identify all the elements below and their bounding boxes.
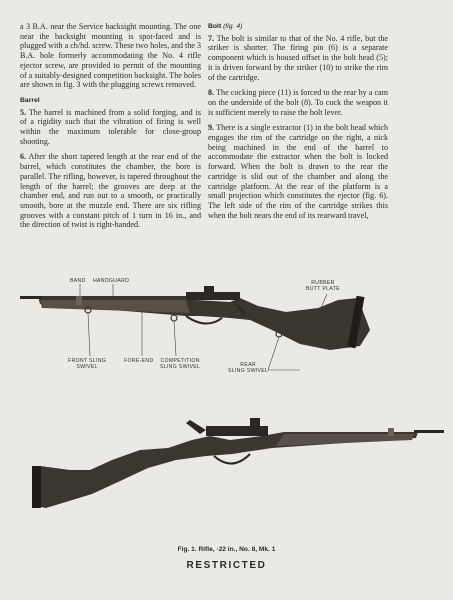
figure-caption: Fig. 1. Rifle, ·22 in., No. 8, Mk. 1 xyxy=(177,546,276,553)
paragraph-7-text: The bolt is similar to that of the No. 4 rifle, but the striker is shorter. The firing pin (6) is a separate component which is housed offset in the bolt head (5); it is driven forward by the striker (10) to strike the rim of the cartridge. xyxy=(208,33,388,82)
paragraph-8-text: The cocking piece (11) is forced to the rear by a cam on the underside of the bolt (8). To cock the weapon it is sufficient merely to raise the bolt lever. xyxy=(208,88,388,117)
bolt-figure-ref: (fig. 4) xyxy=(223,23,243,30)
paragraph-5-number: 5. xyxy=(20,107,27,117)
label-competition-sling-swivel: COMPETITION SLING SWIVEL xyxy=(160,358,201,371)
upper-rifle-image xyxy=(20,286,370,350)
label-front-sling-swivel: FRONT SLING SWIVEL xyxy=(68,358,107,371)
lower-rifle-image xyxy=(32,418,444,508)
label-rear-sling-swivel: REAR SLING SWIVEL xyxy=(228,362,269,375)
label-fore-end: FORE-END xyxy=(124,358,154,364)
intro-paragraph: a 3 B.A. near the Service backsight mounting. The one near the backsight mounting is spot-faced and is plugged with a ch/hd. screw. These two holes, and the 3 B.A. hole formerly accommodating the No. 4 rifle ejector screw, are provided to permit of the mounting of a suitably-designed competition backsight. The holes are shown in fig. 3 with the plugging screws removed. xyxy=(20,22,201,90)
paragraph-5-text: The barrel is machined from a solid forging, and is of a rigidity such that the vibration of firing is well within the maximum tolerable for close-group shooting. xyxy=(20,107,201,146)
barrel-heading: Barrel xyxy=(20,96,40,104)
paragraph-8-number: 8. xyxy=(208,88,215,98)
label-band: BAND xyxy=(70,278,86,284)
paragraph-6-text: After the short tapered length at the rear end of the barrel, which constitutes the chamber, the bore is parallel. The rifling, however, is tapered throughout the length of the barrel; the grooves are deep at the chamber end, and run out to a smooth, or practically smooth, bore at the muzzle end. There are six rifling grooves with a constant pitch of 1 turn in 16 in., and the direction of twist is right-handed. xyxy=(20,152,201,230)
restricted-marking: RESTRICTED xyxy=(186,560,267,571)
paragraph-9-number: 9. xyxy=(208,123,215,133)
paragraph-9-text: There is a single extractor (1) in the bolt head which engages the rim of the cartridge on the right, a nick being machined in the end of the barrel to accommodate the extractor when the bolt is locked forward. When the bolt is drawn to the rear the cartridge is slid out of the chamber and along the cartridge platform. At the rear of the platform is a small projection which constitutes the ejector (fig. 6). The left side of the rim of the cartridge strikes this when the bolt nears the end of its rearward travel, xyxy=(208,123,388,220)
label-handguard: HANDGUARD xyxy=(93,278,130,284)
paragraph-7-number: 7. xyxy=(208,33,215,43)
label-rubber-butt-plate: RUBBER BUTT PLATE xyxy=(306,280,340,293)
bolt-heading-text: Bolt xyxy=(208,23,222,30)
paragraph-6-number: 6. xyxy=(20,152,27,162)
